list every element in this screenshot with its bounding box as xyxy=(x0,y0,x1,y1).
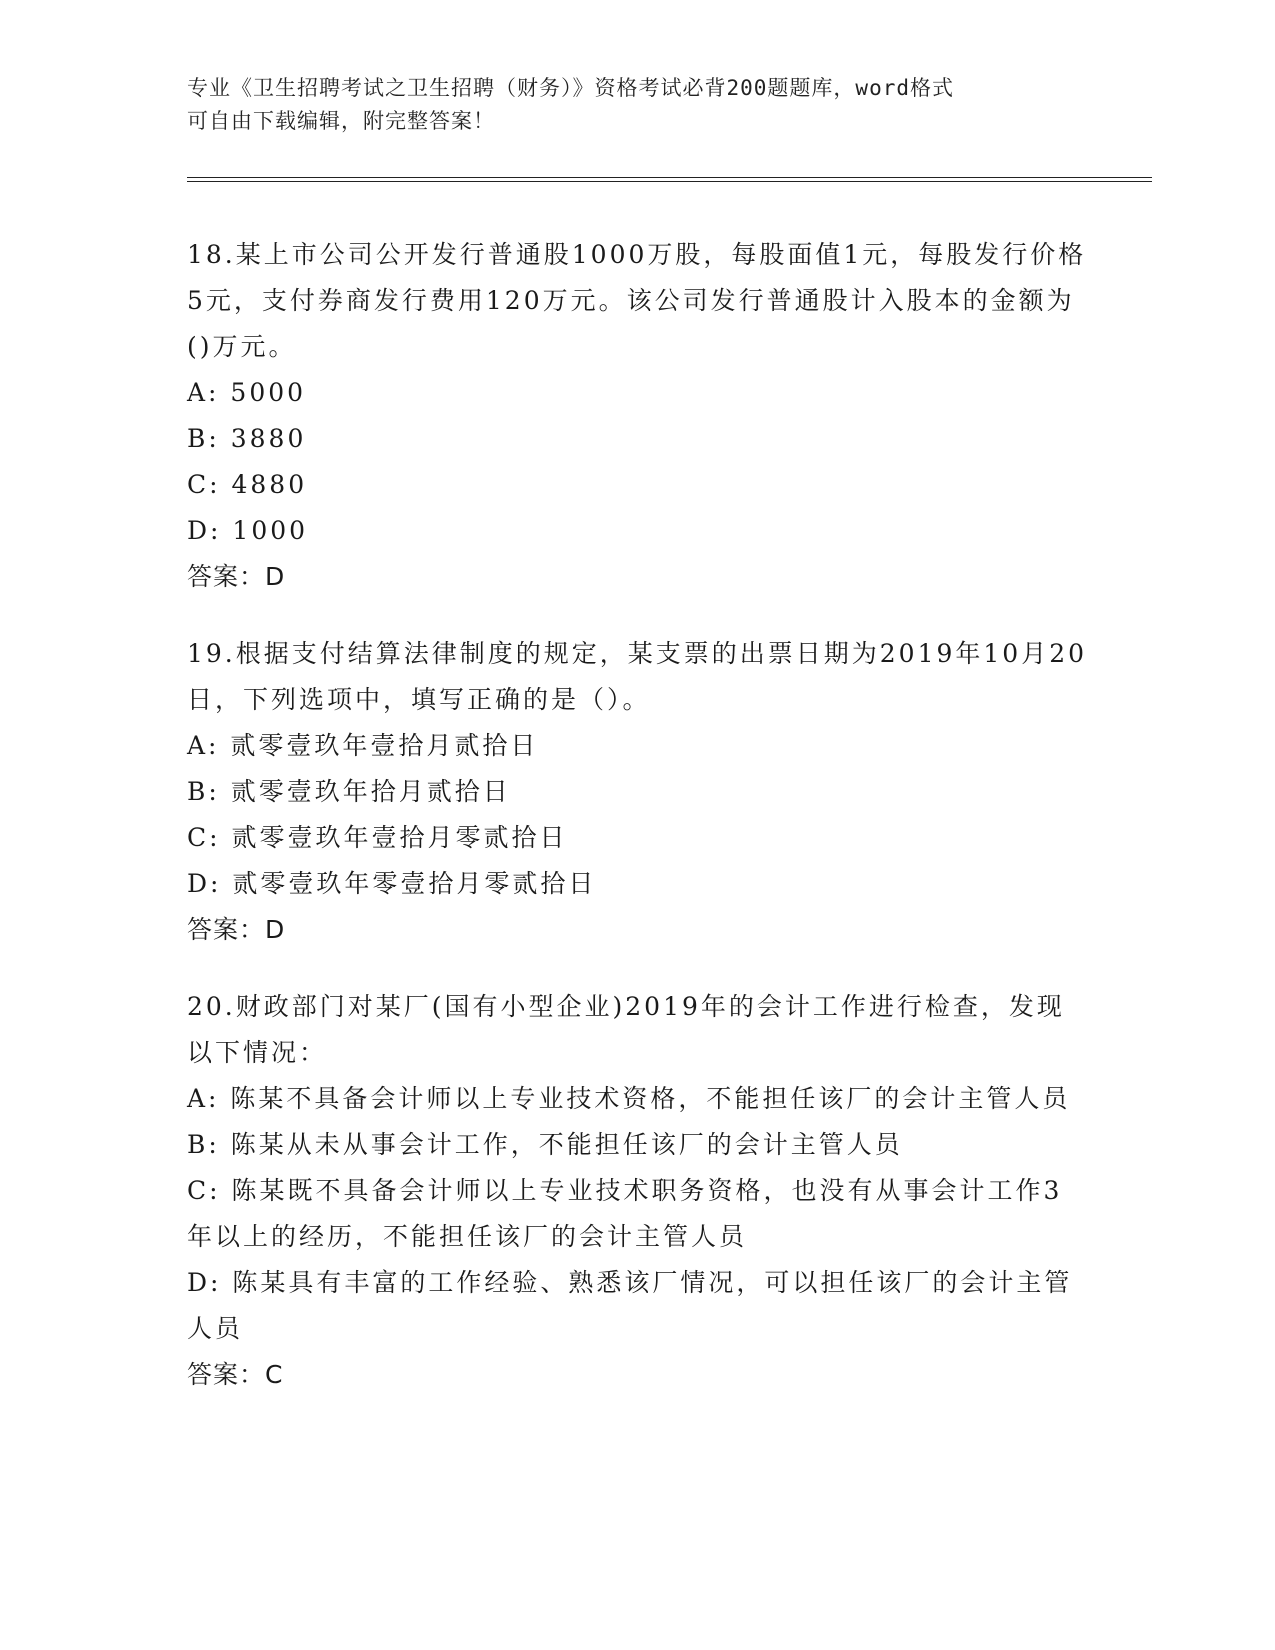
answer: 答案：C xyxy=(187,1360,284,1389)
option-b: B: 贰零壹玖年拾月贰拾日 xyxy=(187,777,511,806)
question-18 xyxy=(187,232,1087,600)
option-a: A: 贰零壹玖年壹拾月贰拾日 xyxy=(187,731,539,760)
answer: 答案：D xyxy=(187,562,286,591)
option-d: D: 陈某具有丰富的工作经验、熟悉该厂情况，可以担任该厂的会计主管人员 xyxy=(187,1268,1073,1343)
option-b: B: 陈某从未从事会计工作，不能担任该厂的会计主管人员 xyxy=(187,1130,903,1159)
option-d: D: 贰零壹玖年零壹拾月零贰拾日 xyxy=(187,869,597,898)
question-stem: 18.某上市公司公开发行普通股1000万股，每股面值1元，每股发行价格5元，支付券商发行费用120万元。该公司发行普通股计入股本的金额为()万元。 xyxy=(187,240,1087,361)
header-line-1: 专业《卫生招聘考试之卫生招聘（财务）》资格考试必背200题题库，word格式 xyxy=(187,76,954,100)
document-header xyxy=(187,72,1087,138)
header-line-2: 可自由下载编辑，附完整答案！ xyxy=(187,109,495,133)
option-c: C: 贰零壹玖年壹拾月零贰拾日 xyxy=(187,823,568,852)
option-d: D: 1000 xyxy=(187,516,309,545)
option-c: C: 陈某既不具备会计师以上专业技术职务资格，也没有从事会计工作3年以上的经历，不能担任该厂的会计主管人员 xyxy=(187,1176,1063,1251)
header-divider-top xyxy=(187,177,1152,178)
question-list xyxy=(187,232,1087,1429)
question-19 xyxy=(187,631,1087,953)
question-stem: 20.财政部门对某厂(国有小型企业)2019年的会计工作进行检查，发现以下情况： xyxy=(187,992,1065,1067)
question-20 xyxy=(187,984,1087,1398)
option-b: B: 3880 xyxy=(187,424,307,453)
header-divider-bottom xyxy=(187,181,1152,182)
answer: 答案：D xyxy=(187,915,286,944)
option-a: A: 陈某不具备会计师以上专业技术资格，不能担任该厂的会计主管人员 xyxy=(187,1084,1071,1113)
option-a: A: 5000 xyxy=(187,378,307,407)
option-c: C: 4880 xyxy=(187,470,308,499)
question-stem: 19.根据支付结算法律制度的规定，某支票的出票日期为2019年10月20日，下列选项中，填写正确的是（）。 xyxy=(187,639,1088,714)
